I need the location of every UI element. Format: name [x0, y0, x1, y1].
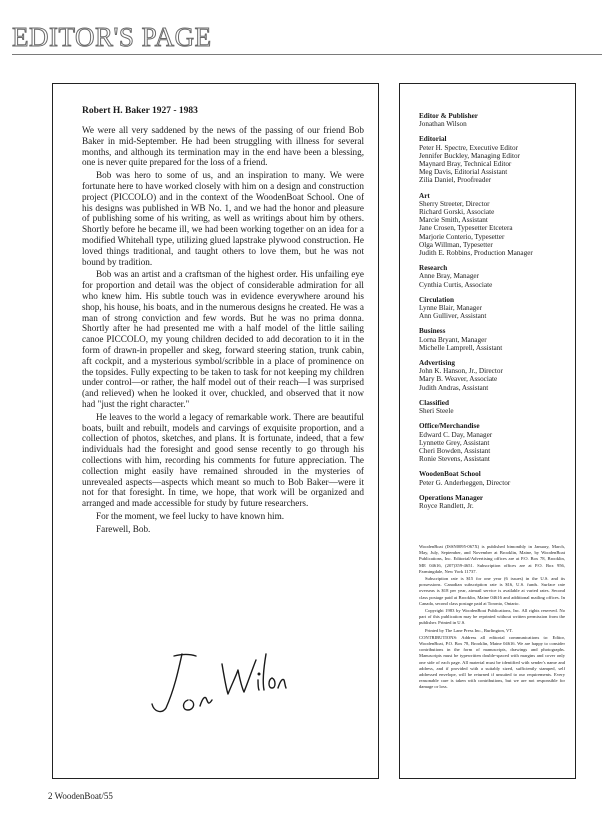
- masthead-name: Ann Gulliver, Assistant: [419, 312, 487, 321]
- masthead-heading: Office/Merchandise: [419, 422, 480, 431]
- masthead-name: Marjorie Conterio, Typesetter: [419, 232, 505, 241]
- header-rule: [12, 54, 602, 55]
- notice-paragraph: Copyright 1983 by WoodenBoat Publications, Inc. All rights reserved. No part of this publication may be reprinted without written permission from the publisher. Printed in U.S.: [419, 608, 565, 626]
- article-paragraph: Bob was hero to some of us, and an inspiration to many. We were fortunate here to have worked closely with him on a design and construction project (PICCOLO) and in the context of the WoodenBoat School. One of his designs was published in WB No. 1, and we had the honor and pleasure of publishing some of his writing, as well as writings about him by others. Shortly before he became ill, we had been working together on an idea for a modified Whitehall type, utilizing glued lapstrake plywood construction. He loved things traditional, and taught others to love them, but he was not bound by tradition.: [82, 170, 364, 267]
- masthead-section-editor-publisher: [419, 112, 565, 128]
- masthead-heading: Research: [419, 264, 448, 273]
- masthead-heading: WoodenBoat School: [419, 470, 481, 479]
- masthead-name: Ronie Stevens, Assistant: [419, 455, 490, 464]
- article-body: [82, 125, 364, 536]
- masthead-name: Peter G. Anderheggen, Director: [419, 478, 511, 487]
- signature-image: [148, 650, 288, 718]
- masthead-name: Jane Crosen, Typesetter Etcetera: [419, 224, 513, 233]
- masthead-section-operations: [419, 494, 565, 510]
- page-folio: 2 WoodenBoat/55: [48, 791, 113, 801]
- notice-paragraph: Subscription rate is $15 for one year (6 issues) in the U.S. and its possessions. Canadian subscription rate is $16, U.S. funds. Surface rate overseas is $18 per year, airmail service is available at varied rates. Second class postage paid at Brooklin, Maine 04616 and additional mailing offices. In Canada, second class postage paid at Toronto, Ontario.: [419, 576, 565, 606]
- masthead-name: Edward C. Day, Manager: [419, 430, 493, 439]
- masthead-name: John K. Hanson, Jr., Director: [419, 367, 503, 376]
- masthead-heading: Editorial: [419, 135, 447, 144]
- masthead-name: Royce Randlett, Jr.: [419, 501, 474, 510]
- publication-notice: [419, 544, 565, 692]
- masthead-heading: Business: [419, 327, 446, 336]
- masthead-name: Judith E. Robbins, Production Manager: [419, 249, 533, 258]
- masthead-section-office: [419, 422, 565, 463]
- article-paragraph: For the moment, we feel lucky to have known him.: [96, 510, 285, 521]
- masthead-name: Mary B. Weaver, Associate: [419, 375, 498, 384]
- masthead-section-research: [419, 264, 565, 289]
- masthead-name: Cynthia Curtis, Associate: [419, 280, 493, 289]
- article-paragraph: Farewell, Bob.: [96, 523, 151, 534]
- masthead-section-circulation: [419, 296, 565, 321]
- masthead-heading: Circulation: [419, 295, 455, 304]
- article-paragraph: Bob was an artist and a craftsman of the highest order. His unfailing eye for proportion and detail was the object of considerable admiration for all who knew him. His subtle touch was in evidence everywhere around his shop, his house, his boats, and in the numerous designs he created. He was a man of strong conviction and few words. But he was no prima donna. Shortly after he had presented me with a half model of the little sailing canoe PICCOLO, my young children decided to add decoration to it in the form of drawn-in propeller and skeg, forward steering station, trunk cabin, aft cockpit, and a mysterious symbol/scribble in a place of prominence on the topsides. Fully expecting to be taken to task for not keeping my children under control—or rather, the half model out of their reach—I was surprised (and relieved) when he looked it over, chuckled, and observed that it now had "just the right character.": [82, 269, 364, 409]
- notice-paragraph: WoodenBoat (ISSN0095-067X) is published bimonthly in January, March, May, July, September, and November at Brooklin, Maine, by WoodenBoat Publications, Inc. Editorial/Advertising offices are at P.O. Box 78, Brooklin, ME 04616, (207)359-4651. Subscription offices are at P.O. Box 956, Farmingdale, New York 11737.: [419, 544, 565, 574]
- masthead-name: Jennifer Buckley, Managing Editor: [419, 151, 520, 160]
- masthead-heading: Advertising: [419, 359, 455, 368]
- masthead: [419, 112, 565, 517]
- masthead-heading: Classified: [419, 398, 449, 407]
- masthead-heading: Editor & Publisher: [419, 112, 478, 120]
- masthead-name: Meg Davis, Editorial Assistant: [419, 168, 508, 177]
- masthead-name: Michelle Lamprell, Assistant: [419, 343, 503, 352]
- masthead-section-advertising: [419, 359, 565, 392]
- masthead-name: Lynnette Grey, Assistant: [419, 438, 490, 447]
- page-title: EDITOR'S PAGE: [12, 22, 212, 52]
- masthead-section-art: [419, 192, 565, 258]
- masthead-name: Cheri Bowden, Assistant: [419, 446, 491, 455]
- masthead-name: Jonathan Wilson: [419, 120, 467, 129]
- article-paragraph: He leaves to the world a legacy of remarkable work. There are beautiful boats, built and rebuilt, models and carvings of exquisite proportion, and a collection of photos, sketches, and plans. It is fortunate, indeed, that a few individuals had the foresight and good sense recently to go through his collections with him, recording his comments for future appreciation. The collection might easily have remained shrouded in the mysteries of unrevealed aspects—aspects which meant so much to Bob Baker—were it not for that foresight. In time, we hope, that work will be organized and arranged and made accessible for study by future researchers.: [82, 411, 364, 509]
- masthead-name: Sheri Steele: [419, 407, 454, 416]
- masthead-section-editorial: [419, 135, 565, 184]
- masthead-name: Sherry Streeter, Director: [419, 199, 490, 208]
- masthead-heading: Operations Manager: [419, 493, 484, 502]
- masthead-name: Zilia Daniel, Proofreader: [419, 176, 492, 185]
- masthead-name: Marcie Smith, Assistant: [419, 216, 488, 225]
- masthead-name: Lorna Bryant, Manager: [419, 335, 487, 344]
- masthead-section-school: [419, 470, 565, 486]
- notice-paragraph: CONTRIBUTIONS: Address all editorial communications to: Editor, WoodenBoat, P.O. Box 78, Brooklin, Maine 04616. We are happy to consider contributions in the form of manuscripts, drawings and photographs. Manuscripts must be typewritten double-spaced with margins and cover only one side of each page. All material must be identified with sender's name and address, and if provided with a suitably sized, sufficiently stamped, self addressed envelope, will be returned if unsuited to our requirements. Every reasonable care is taken with contributions, but we are not responsible for damage or loss.: [419, 634, 565, 690]
- masthead-name: Lynne Blair, Manager: [419, 304, 482, 313]
- masthead-section-classified: [419, 399, 565, 415]
- masthead-name: Anne Bray, Manager: [419, 272, 480, 281]
- masthead-name: Olga Willman, Typesetter: [419, 240, 493, 249]
- masthead-name: Peter H. Spectre, Executive Editor: [419, 143, 518, 152]
- article-paragraph: We were all very saddened by the news of the passing of our friend Bob Baker in mid-September. He had been struggling with illness for several months, and although its termination may in the end have been a blessing, one is never quite prepared for the loss of a friend.: [82, 125, 364, 168]
- masthead-heading: Art: [419, 191, 430, 200]
- masthead-name: Maynard Bray, Technical Editor: [419, 160, 512, 169]
- masthead-name: Judith Andras, Assistant: [419, 383, 489, 392]
- notice-paragraph: Printed by The Lane Press Inc., Burlington, VT.: [425, 627, 513, 633]
- masthead-section-business: [419, 327, 565, 352]
- masthead-name: Richard Gorski, Associate: [419, 208, 495, 217]
- article-title: Robert H. Baker 1927 - 1983: [82, 106, 198, 116]
